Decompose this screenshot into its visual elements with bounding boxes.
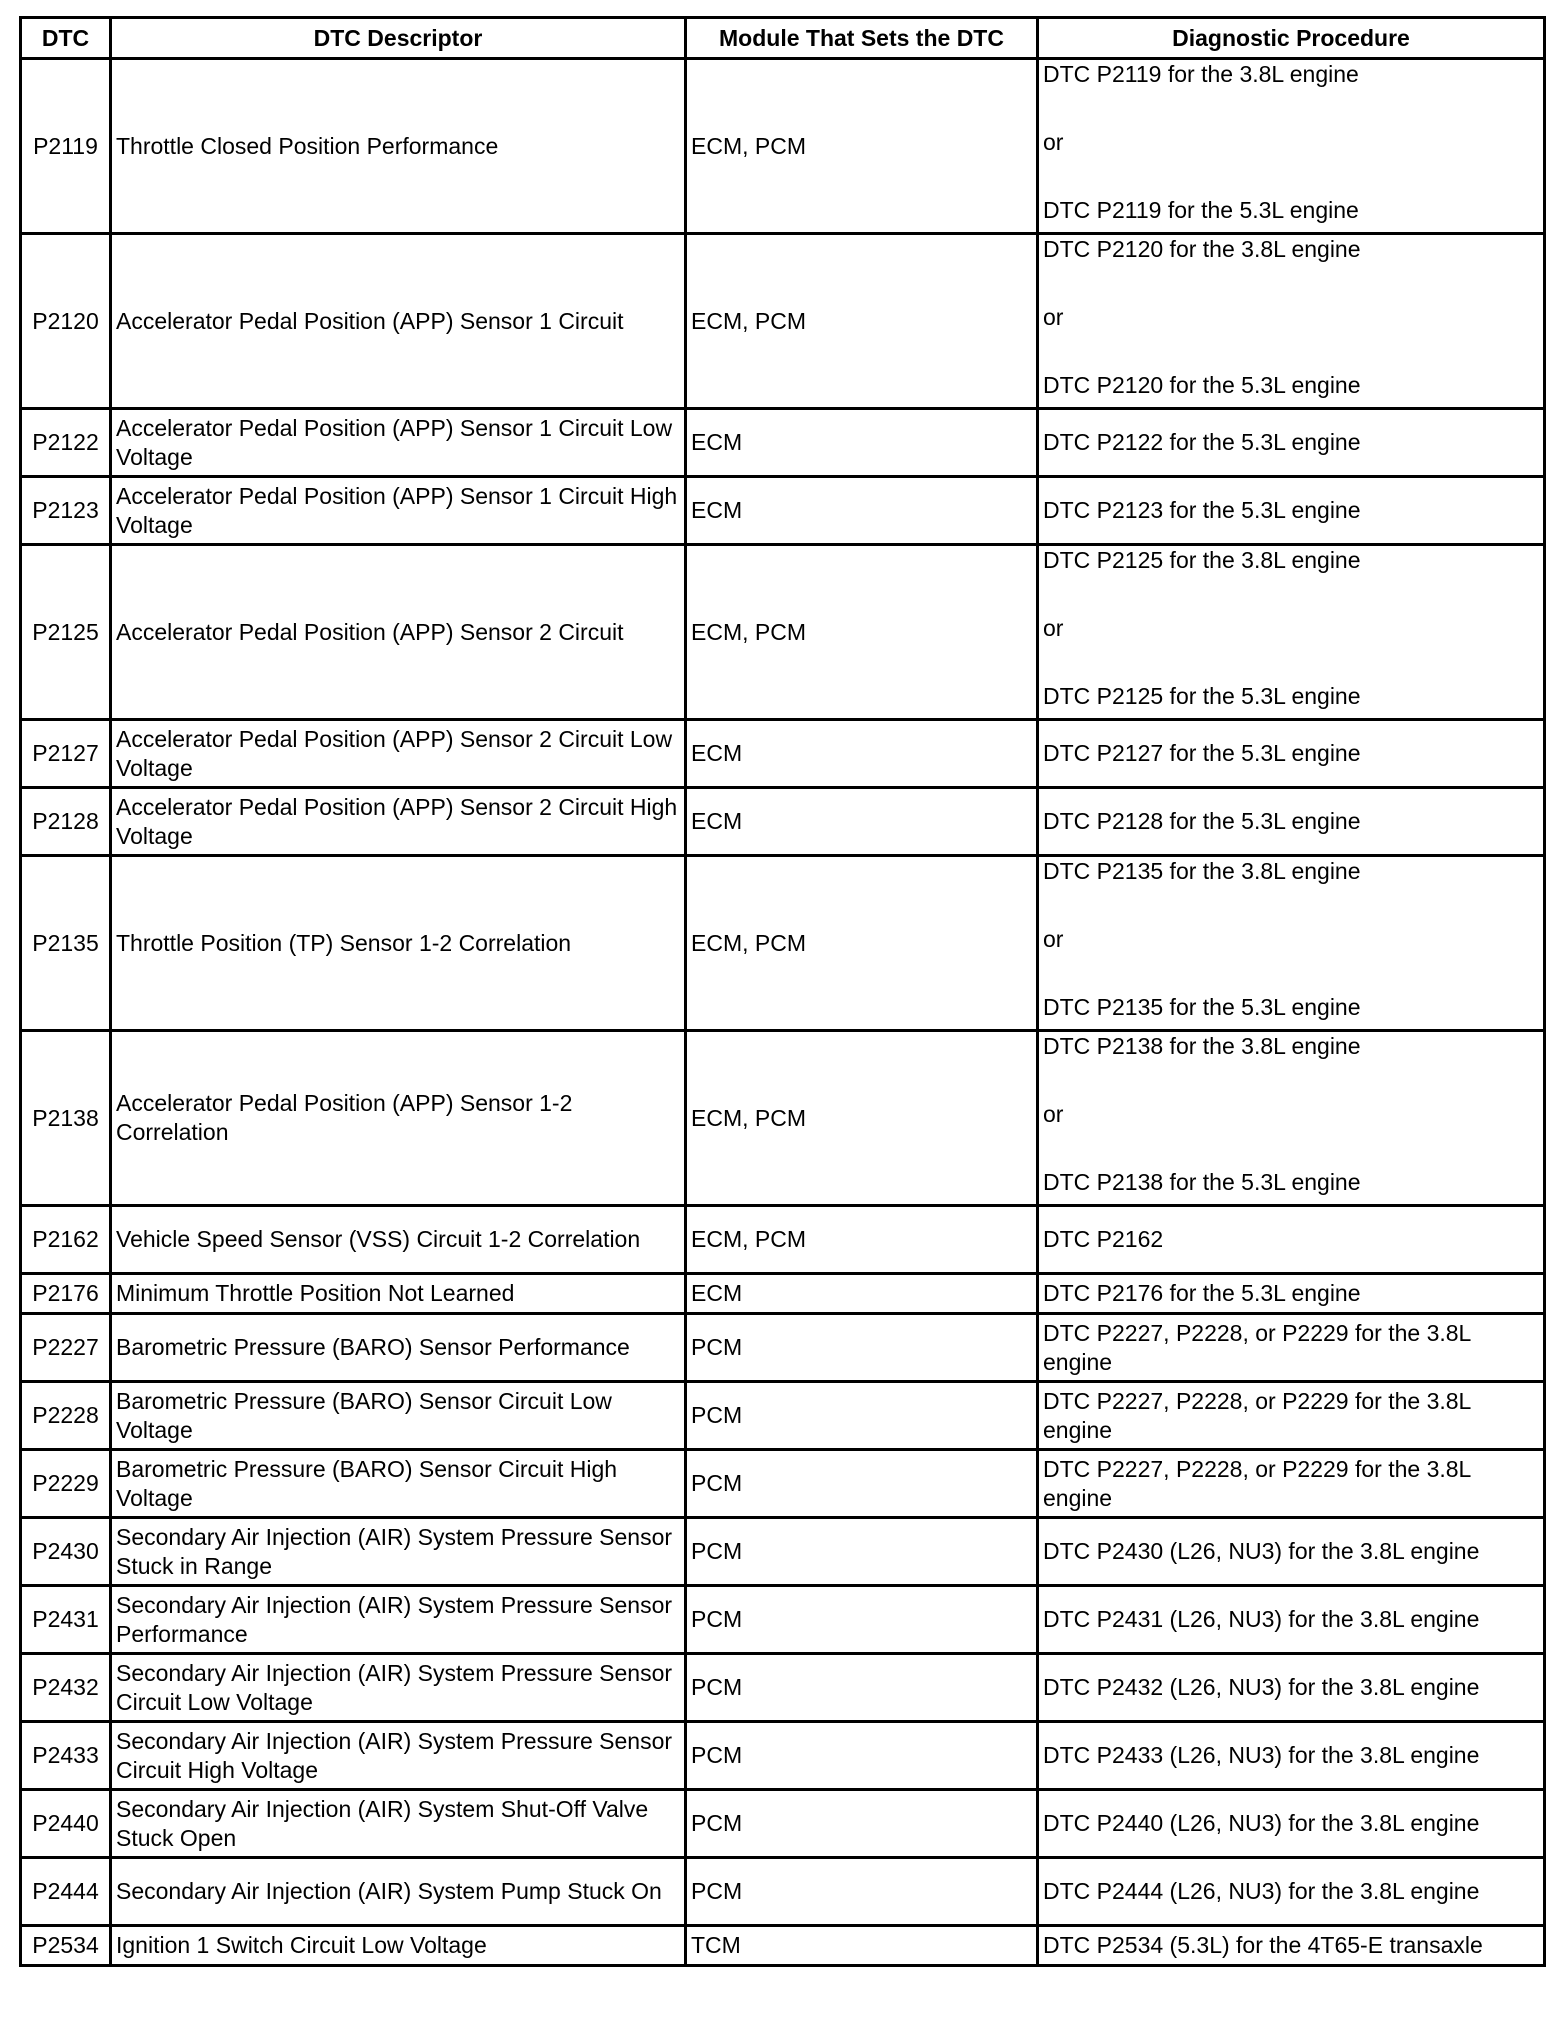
procedure-line: DTC P2135 for the 3.8L engine (1043, 858, 1361, 884)
table-row (21, 234, 1545, 409)
dtc-descriptor-cell: Secondary Air Injection (AIR) System Pressure Sensor Circuit High Voltage (111, 1722, 686, 1790)
dtc-code-cell: P2440 (21, 1790, 111, 1858)
module-cell: PCM (686, 1790, 1038, 1858)
table-row (21, 788, 1545, 856)
table-row (21, 1586, 1545, 1654)
procedure-line: DTC P2135 for the 5.3L engine (1043, 994, 1361, 1020)
procedure-line: DTC P2122 for the 5.3L engine (1043, 429, 1361, 455)
diagnostic-procedure-cell (1038, 856, 1545, 1031)
dtc-descriptor-cell: Barometric Pressure (BARO) Sensor Circuit Low Voltage (111, 1382, 686, 1450)
dtc-code-cell: P2119 (21, 59, 111, 234)
diagnostic-procedure-cell (1038, 1382, 1545, 1450)
diagnostic-procedure-cell (1038, 1790, 1545, 1858)
procedure-line: DTC P2227, P2228, or P2229 for the 3.8L engine (1043, 1319, 1471, 1375)
module-cell: ECM (686, 1274, 1038, 1314)
procedure-line: DTC P2125 for the 5.3L engine (1043, 683, 1361, 709)
diagnostic-procedure-cell (1038, 59, 1545, 234)
dtc-descriptor-cell: Secondary Air Injection (AIR) System Pressure Sensor Circuit Low Voltage (111, 1654, 686, 1722)
module-cell: ECM, PCM (686, 545, 1038, 720)
diagnostic-procedure-cell (1038, 1858, 1545, 1926)
dtc-code-cell: P2228 (21, 1382, 111, 1450)
dtc-descriptor-cell: Vehicle Speed Sensor (VSS) Circuit 1-2 Correlation (111, 1206, 686, 1274)
table-body (21, 59, 1545, 1966)
dtc-code-cell: P2534 (21, 1926, 111, 1966)
table-row (21, 1790, 1545, 1858)
procedure-line: DTC P2119 for the 3.8L engine (1043, 61, 1359, 87)
dtc-descriptor-cell: Throttle Closed Position Performance (111, 59, 686, 234)
table-row (21, 1314, 1545, 1382)
module-cell: ECM, PCM (686, 1031, 1038, 1206)
module-cell: ECM, PCM (686, 1206, 1038, 1274)
dtc-descriptor-cell: Accelerator Pedal Position (APP) Sensor 1 Circuit Low Voltage (111, 409, 686, 477)
diagnostic-procedure-cell (1038, 1450, 1545, 1518)
table-row (21, 1031, 1545, 1206)
header-dtc: DTC (21, 18, 111, 59)
procedure-line: DTC P2119 for the 5.3L engine (1043, 197, 1359, 223)
dtc-descriptor-cell: Accelerator Pedal Position (APP) Sensor 2 Circuit Low Voltage (111, 720, 686, 788)
header-module: Module That Sets the DTC (686, 18, 1038, 59)
dtc-code-cell: P2128 (21, 788, 111, 856)
dtc-table (19, 16, 1546, 1967)
procedure-line: DTC P2431 (L26, NU3) for the 3.8L engine (1043, 1606, 1480, 1632)
dtc-descriptor-cell: Secondary Air Injection (AIR) System Pressure Sensor Stuck in Range (111, 1518, 686, 1586)
module-cell: PCM (686, 1382, 1038, 1450)
diagnostic-procedure-cell (1038, 1274, 1545, 1314)
dtc-descriptor-cell: Accelerator Pedal Position (APP) Sensor 1 Circuit (111, 234, 686, 409)
diagnostic-procedure-cell (1038, 1206, 1545, 1274)
diagnostic-procedure-cell (1038, 409, 1545, 477)
procedure-line: DTC P2176 for the 5.3L engine (1043, 1280, 1361, 1306)
dtc-code-cell: P2125 (21, 545, 111, 720)
table-row (21, 477, 1545, 545)
header-row (21, 18, 1545, 59)
diagnostic-procedure-cell (1038, 720, 1545, 788)
table-row (21, 1206, 1545, 1274)
module-cell: ECM, PCM (686, 856, 1038, 1031)
dtc-descriptor-cell: Barometric Pressure (BARO) Sensor Circuit High Voltage (111, 1450, 686, 1518)
dtc-descriptor-cell: Ignition 1 Switch Circuit Low Voltage (111, 1926, 686, 1966)
procedure-line: or (1043, 926, 1064, 952)
line-gap (1043, 1129, 1539, 1168)
header-procedure: Diagnostic Procedure (1038, 18, 1545, 59)
line-gap (1043, 575, 1539, 614)
procedure-line: DTC P2138 for the 3.8L engine (1043, 1033, 1361, 1059)
dtc-descriptor-cell: Accelerator Pedal Position (APP) Sensor 2 Circuit High Voltage (111, 788, 686, 856)
dtc-descriptor-cell: Throttle Position (TP) Sensor 1-2 Correlation (111, 856, 686, 1031)
procedure-line: DTC P2227, P2228, or P2229 for the 3.8L engine (1043, 1455, 1471, 1511)
dtc-code-cell: P2123 (21, 477, 111, 545)
table-row (21, 720, 1545, 788)
procedure-line: DTC P2138 for the 5.3L engine (1043, 1169, 1361, 1195)
module-cell: ECM (686, 788, 1038, 856)
dtc-code-cell: P2432 (21, 1654, 111, 1722)
procedure-line: DTC P2162 (1043, 1226, 1164, 1252)
dtc-code-cell: P2176 (21, 1274, 111, 1314)
dtc-descriptor-cell: Accelerator Pedal Position (APP) Sensor 1 Circuit High Voltage (111, 477, 686, 545)
table-row (21, 1450, 1545, 1518)
diagnostic-procedure-cell (1038, 234, 1545, 409)
line-gap (1043, 89, 1539, 128)
line-gap (1043, 1061, 1539, 1100)
module-cell: PCM (686, 1518, 1038, 1586)
dtc-descriptor-cell: Secondary Air Injection (AIR) System Pump Stuck On (111, 1858, 686, 1926)
dtc-descriptor-cell: Secondary Air Injection (AIR) System Shut-Off Valve Stuck Open (111, 1790, 686, 1858)
module-cell: PCM (686, 1586, 1038, 1654)
dtc-descriptor-cell: Secondary Air Injection (AIR) System Pressure Sensor Performance (111, 1586, 686, 1654)
dtc-code-cell: P2433 (21, 1722, 111, 1790)
dtc-code-cell: P2431 (21, 1586, 111, 1654)
procedure-line: DTC P2123 for the 5.3L engine (1043, 497, 1361, 523)
dtc-code-cell: P2138 (21, 1031, 111, 1206)
dtc-code-cell: P2122 (21, 409, 111, 477)
procedure-line: DTC P2125 for the 3.8L engine (1043, 547, 1361, 573)
diagnostic-procedure-cell (1038, 1518, 1545, 1586)
dtc-code-cell: P2227 (21, 1314, 111, 1382)
dtc-code-cell: P2127 (21, 720, 111, 788)
module-cell: PCM (686, 1858, 1038, 1926)
diagnostic-procedure-cell (1038, 788, 1545, 856)
module-cell: ECM, PCM (686, 59, 1038, 234)
procedure-line: DTC P2433 (L26, NU3) for the 3.8L engine (1043, 1742, 1480, 1768)
diagnostic-procedure-cell (1038, 1031, 1545, 1206)
header-descriptor: DTC Descriptor (111, 18, 686, 59)
dtc-descriptor-cell: Barometric Pressure (BARO) Sensor Performance (111, 1314, 686, 1382)
dtc-descriptor-cell: Accelerator Pedal Position (APP) Sensor 1-2 Correlation (111, 1031, 686, 1206)
procedure-line: DTC P2127 for the 5.3L engine (1043, 740, 1361, 766)
module-cell: PCM (686, 1450, 1038, 1518)
diagnostic-procedure-cell (1038, 1722, 1545, 1790)
dtc-code-cell: P2135 (21, 856, 111, 1031)
dtc-code-cell: P2229 (21, 1450, 111, 1518)
table-row (21, 409, 1545, 477)
procedure-line: DTC P2227, P2228, or P2229 for the 3.8L engine (1043, 1387, 1471, 1443)
line-gap (1043, 643, 1539, 682)
dtc-code-cell: P2162 (21, 1206, 111, 1274)
line-gap (1043, 157, 1539, 196)
diagnostic-procedure-cell (1038, 1654, 1545, 1722)
procedure-line: DTC P2534 (5.3L) for the 4T65-E transaxle (1043, 1932, 1483, 1958)
diagnostic-procedure-cell (1038, 1314, 1545, 1382)
diagnostic-procedure-cell (1038, 1586, 1545, 1654)
table-row (21, 1926, 1545, 1966)
module-cell: ECM, PCM (686, 234, 1038, 409)
procedure-line: DTC P2128 for the 5.3L engine (1043, 808, 1361, 834)
module-cell: PCM (686, 1314, 1038, 1382)
procedure-line: DTC P2440 (L26, NU3) for the 3.8L engine (1043, 1810, 1480, 1836)
module-cell: ECM (686, 477, 1038, 545)
diagnostic-procedure-cell (1038, 1926, 1545, 1966)
module-cell: PCM (686, 1654, 1038, 1722)
procedure-line: or (1043, 304, 1064, 330)
table-row (21, 1858, 1545, 1926)
procedure-line: DTC P2432 (L26, NU3) for the 3.8L engine (1043, 1674, 1480, 1700)
diagnostic-procedure-cell (1038, 545, 1545, 720)
dtc-code-cell: P2430 (21, 1518, 111, 1586)
dtc-descriptor-cell: Accelerator Pedal Position (APP) Sensor 2 Circuit (111, 545, 686, 720)
line-gap (1043, 264, 1539, 303)
module-cell: ECM (686, 409, 1038, 477)
line-gap (1043, 332, 1539, 371)
module-cell: PCM (686, 1722, 1038, 1790)
line-gap (1043, 954, 1539, 993)
procedure-line: or (1043, 129, 1064, 155)
procedure-line: DTC P2120 for the 3.8L engine (1043, 236, 1361, 262)
line-gap (1043, 886, 1539, 925)
table-row (21, 1382, 1545, 1450)
table-row (21, 59, 1545, 234)
table-row (21, 1518, 1545, 1586)
table-row (21, 1274, 1545, 1314)
dtc-code-cell: P2444 (21, 1858, 111, 1926)
dtc-descriptor-cell: Minimum Throttle Position Not Learned (111, 1274, 686, 1314)
diagnostic-procedure-cell (1038, 477, 1545, 545)
procedure-line: or (1043, 615, 1064, 641)
dtc-code-cell: P2120 (21, 234, 111, 409)
table-row (21, 545, 1545, 720)
module-cell: ECM (686, 720, 1038, 788)
table-row (21, 1722, 1545, 1790)
procedure-line: DTC P2444 (L26, NU3) for the 3.8L engine (1043, 1878, 1480, 1904)
module-cell: TCM (686, 1926, 1038, 1966)
procedure-line: DTC P2430 (L26, NU3) for the 3.8L engine (1043, 1538, 1480, 1564)
procedure-line: or (1043, 1101, 1064, 1127)
table-row (21, 1654, 1545, 1722)
table-row (21, 856, 1545, 1031)
procedure-line: DTC P2120 for the 5.3L engine (1043, 372, 1361, 398)
